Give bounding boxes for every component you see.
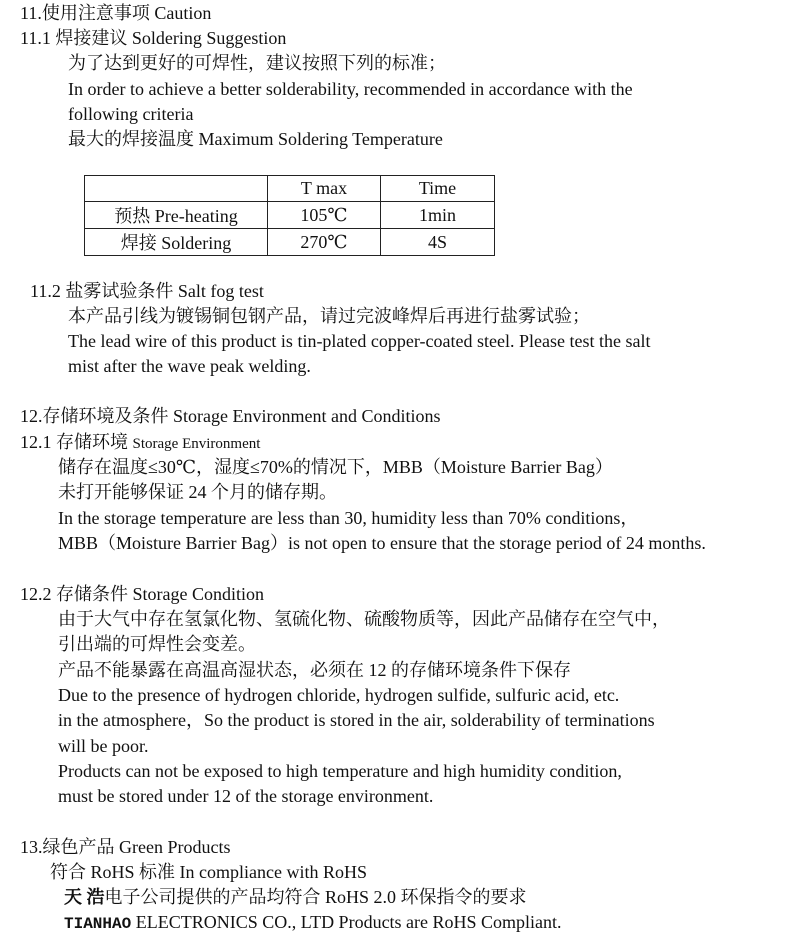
section-12-2-heading: 12.2 存储条件 Storage Condition — [20, 584, 264, 604]
section-13-heading: 13.绿色产品 Green Products — [20, 837, 231, 857]
section-11-2-heading: 11.2 盐雾试验条件 Salt fog test — [30, 281, 264, 301]
storage-cond-cn-3: 产品不能暴露在高温高湿状态，必须在 12 的存储环境条件下保存 — [58, 660, 571, 680]
table-cell: 预热 Pre-heating — [85, 202, 268, 229]
company-name-cn: 天 浩 — [64, 887, 105, 907]
rohs-cn-text: 电子公司提供的产品均符合 RoHS 2.0 环保指令的要求 — [104, 887, 527, 907]
section-11-heading: 11.使用注意事项 Caution — [20, 3, 212, 23]
storage-env-en-2: MBB（Moisture Barrier Bag）is not open to ensure that the storage period of 24 months. — [58, 533, 706, 553]
storage-cond-en-3: will be poor. — [58, 736, 149, 756]
storage-cond-en-1: Due to the presence of hydrogen chloride, hydrogen sulfide, sulfuric acid, etc. — [58, 685, 620, 705]
table-cell: 105℃ — [268, 202, 381, 229]
table-cell: 4S — [381, 229, 495, 256]
salt-fog-en-1: The lead wire of this product is tin-plated copper-coated steel. Please test the salt — [68, 331, 651, 351]
section-12-1-heading — [20, 431, 260, 455]
storage-cond-en-5: must be stored under 12 of the storage environment. — [58, 786, 434, 806]
rohs-en-line — [64, 911, 562, 935]
section-11-1-heading: 11.1 焊接建议 Soldering Suggestion — [20, 28, 287, 48]
table-cell: 1min — [381, 202, 495, 229]
table-cell: 焊接 Soldering — [85, 229, 268, 256]
storage-env-en-1: In the storage temperature are less than 30, humidity less than 70% conditions， — [58, 508, 639, 528]
table-row — [85, 202, 495, 229]
table-header-cell — [85, 176, 268, 202]
soldering-intro-en-1: In order to achieve a better solderability, recommended in accordance with the — [68, 79, 633, 99]
rohs-en-text: ELECTRONICS CO., LTD Products are RoHS Compliant. — [131, 912, 562, 932]
rohs-cn-line — [64, 886, 527, 908]
table-cell: 270℃ — [268, 229, 381, 256]
storage-env-cn-2: 未打开能够保证 24 个月的储存期。 — [58, 482, 337, 502]
storage-env-cn-1: 储存在温度≤30℃，湿度≤70%的情况下，MBB（Moisture Barrier Bag） — [58, 457, 613, 477]
storage-cond-en-2: in the atmosphere，So the product is stored in the air, solderability of terminations — [58, 710, 655, 730]
section-12-1-heading-en: Storage Environment — [132, 436, 261, 452]
storage-cond-cn-1: 由于大气中存在氢氯化物、氢硫化物、硫酸物质等，因此产品储存在空气中， — [58, 609, 670, 629]
salt-fog-cn: 本产品引线为镀锡铜包钢产品，请过完波峰焊后再进行盐雾试验； — [68, 306, 590, 326]
rohs-compliance-line: 符合 RoHS 标准 In compliance with RoHS — [50, 862, 367, 882]
storage-cond-cn-2: 引出端的可焊性会变差。 — [58, 634, 256, 654]
storage-cond-en-4: Products can not be exposed to high temperature and high humidity condition, — [58, 761, 622, 781]
soldering-intro-en-2: following criteria — [68, 104, 194, 124]
table-header-row — [85, 176, 495, 202]
max-temp-title: 最大的焊接温度 Maximum Soldering Temperature — [68, 129, 443, 149]
table-header-cell: Time — [381, 176, 495, 202]
table-header-cell: T max — [268, 176, 381, 202]
soldering-table — [84, 175, 495, 256]
soldering-intro-cn: 为了达到更好的可焊性，建议按照下列的标准； — [68, 53, 446, 73]
table-row — [85, 229, 495, 256]
salt-fog-en-2: mist after the wave peak welding. — [68, 356, 311, 376]
section-12-heading: 12.存储环境及条件 Storage Environment and Conditions — [20, 406, 441, 426]
company-name-en: TIANHAO — [64, 915, 132, 933]
section-12-1-heading-cn: 12.1 存储环境 — [20, 432, 133, 452]
